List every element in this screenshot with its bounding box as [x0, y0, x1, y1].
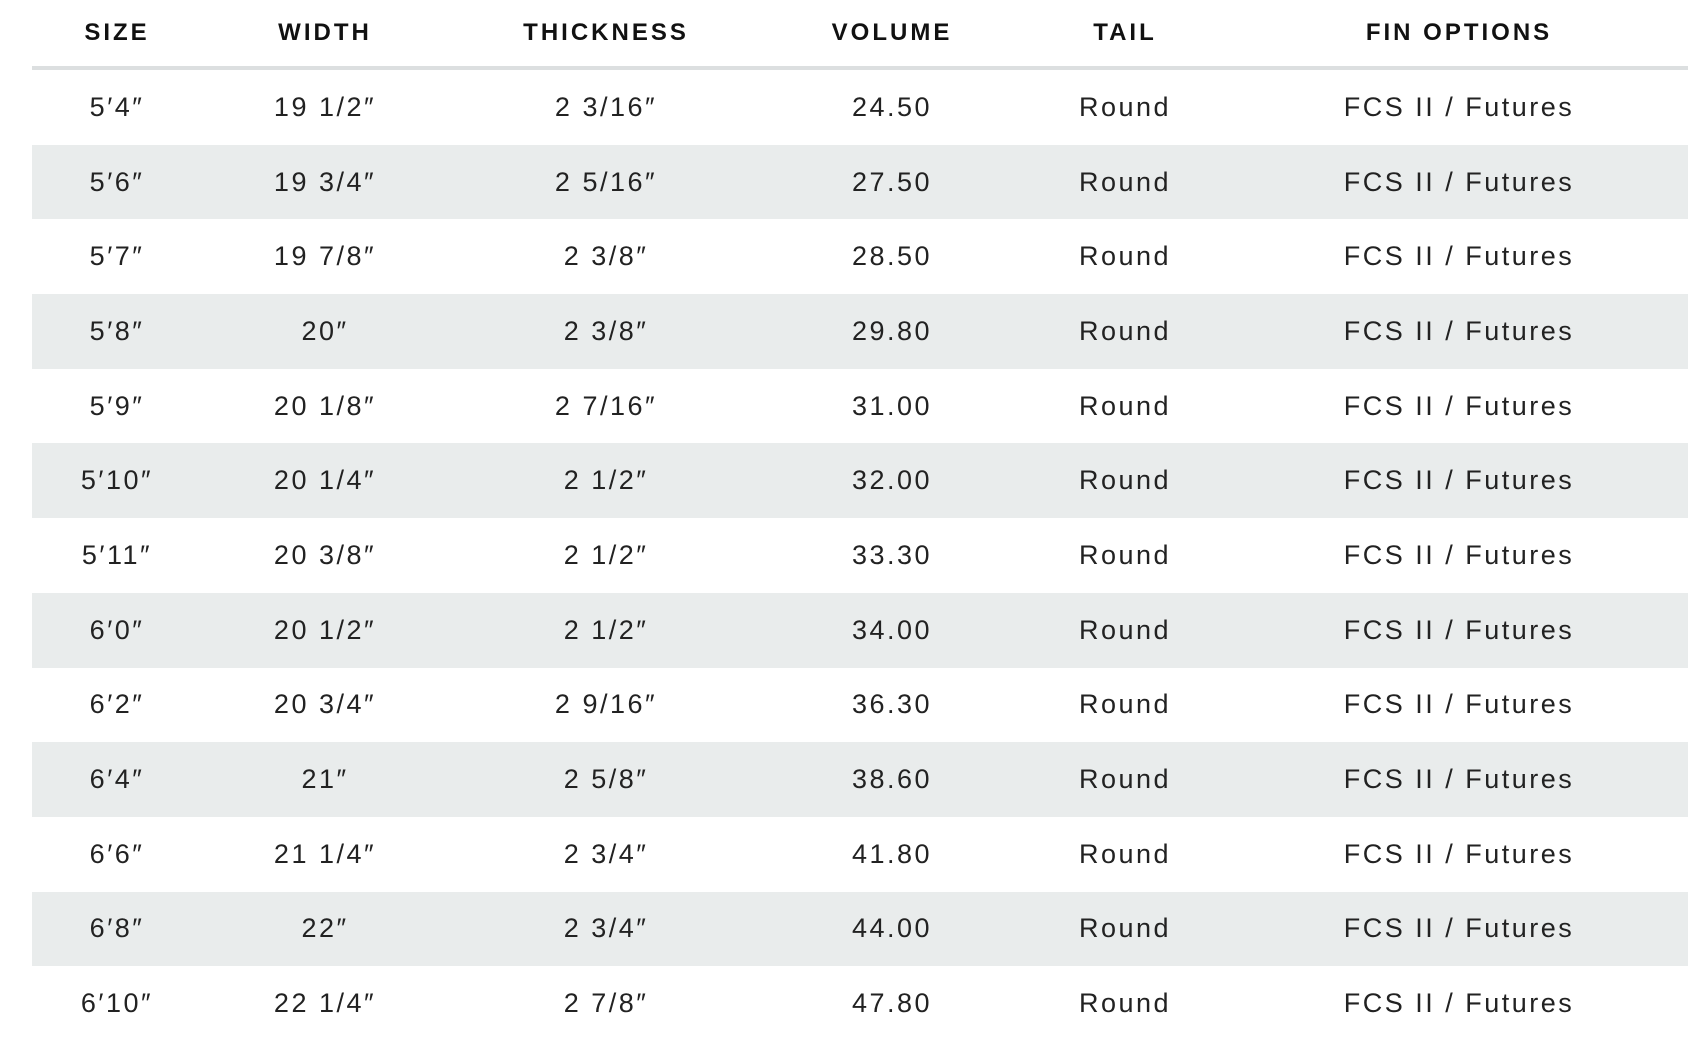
cell-volume: 29.80 — [764, 294, 1020, 369]
cell-thickness: 2 9/16″ — [448, 668, 764, 743]
cell-thickness: 2 5/16″ — [448, 145, 764, 220]
cell-thickness: 2 3/4″ — [448, 817, 764, 892]
cell-thickness: 2 3/8″ — [448, 294, 764, 369]
table-row — [32, 593, 1688, 668]
cell-volume: 24.50 — [764, 68, 1020, 145]
table-row — [32, 219, 1688, 294]
cell-volume: 31.00 — [764, 369, 1020, 444]
cell-volume: 33.30 — [764, 518, 1020, 593]
cell-volume: 38.60 — [764, 742, 1020, 817]
table-row — [32, 68, 1688, 145]
cell-thickness: 2 7/8″ — [448, 966, 764, 1041]
table-row — [32, 668, 1688, 743]
cell-volume: 41.80 — [764, 817, 1020, 892]
cell-size: 5′9″ — [32, 369, 202, 444]
cell-tail: Round — [1020, 892, 1230, 967]
cell-width: 21 1/4″ — [202, 817, 448, 892]
size-chart-table — [32, 0, 1688, 1041]
cell-size: 5′6″ — [32, 145, 202, 220]
header-volume: VOLUME — [764, 0, 1020, 68]
cell-thickness: 2 1/2″ — [448, 593, 764, 668]
cell-width: 22″ — [202, 892, 448, 967]
cell-size: 5′4″ — [32, 68, 202, 145]
cell-tail: Round — [1020, 966, 1230, 1041]
cell-width: 20 1/4″ — [202, 443, 448, 518]
cell-thickness: 2 7/16″ — [448, 369, 764, 444]
cell-fin-options: FCS II / Futures — [1230, 668, 1688, 743]
cell-thickness: 2 3/16″ — [448, 68, 764, 145]
cell-tail: Round — [1020, 294, 1230, 369]
cell-thickness: 2 3/4″ — [448, 892, 764, 967]
cell-tail: Round — [1020, 145, 1230, 220]
cell-tail: Round — [1020, 593, 1230, 668]
cell-volume: 28.50 — [764, 219, 1020, 294]
cell-size: 6′4″ — [32, 742, 202, 817]
cell-tail: Round — [1020, 518, 1230, 593]
cell-fin-options: FCS II / Futures — [1230, 294, 1688, 369]
table-row — [32, 518, 1688, 593]
cell-width: 21″ — [202, 742, 448, 817]
cell-size: 6′2″ — [32, 668, 202, 743]
cell-width: 20″ — [202, 294, 448, 369]
cell-tail: Round — [1020, 369, 1230, 444]
header-tail: TAIL — [1020, 0, 1230, 68]
header-width: WIDTH — [202, 0, 448, 68]
cell-tail: Round — [1020, 219, 1230, 294]
cell-width: 19 1/2″ — [202, 68, 448, 145]
cell-fin-options: FCS II / Futures — [1230, 966, 1688, 1041]
table-row — [32, 966, 1688, 1041]
cell-volume: 27.50 — [764, 145, 1020, 220]
header-thickness: THICKNESS — [448, 0, 764, 68]
table-row — [32, 817, 1688, 892]
cell-width: 20 3/4″ — [202, 668, 448, 743]
cell-volume: 32.00 — [764, 443, 1020, 518]
cell-width: 19 3/4″ — [202, 145, 448, 220]
cell-fin-options: FCS II / Futures — [1230, 443, 1688, 518]
cell-fin-options: FCS II / Futures — [1230, 145, 1688, 220]
cell-width: 22 1/4″ — [202, 966, 448, 1041]
table-row — [32, 892, 1688, 967]
table-row — [32, 145, 1688, 220]
table-row — [32, 443, 1688, 518]
cell-thickness: 2 1/2″ — [448, 518, 764, 593]
size-chart-table-container — [32, 0, 1688, 1041]
table-row — [32, 294, 1688, 369]
cell-tail: Round — [1020, 68, 1230, 145]
header-size: SIZE — [32, 0, 202, 68]
cell-volume: 36.30 — [764, 668, 1020, 743]
cell-tail: Round — [1020, 668, 1230, 743]
cell-size: 5′7″ — [32, 219, 202, 294]
cell-thickness: 2 5/8″ — [448, 742, 764, 817]
header-row — [32, 0, 1688, 68]
cell-size: 6′6″ — [32, 817, 202, 892]
cell-volume: 47.80 — [764, 966, 1020, 1041]
cell-volume: 34.00 — [764, 593, 1020, 668]
cell-width: 20 1/8″ — [202, 369, 448, 444]
cell-fin-options: FCS II / Futures — [1230, 219, 1688, 294]
cell-volume: 44.00 — [764, 892, 1020, 967]
cell-fin-options: FCS II / Futures — [1230, 68, 1688, 145]
table-header — [32, 0, 1688, 68]
cell-tail: Round — [1020, 817, 1230, 892]
cell-width: 20 3/8″ — [202, 518, 448, 593]
table-row — [32, 742, 1688, 817]
cell-size: 6′0″ — [32, 593, 202, 668]
table-row — [32, 369, 1688, 444]
cell-fin-options: FCS II / Futures — [1230, 742, 1688, 817]
table-body — [32, 68, 1688, 1041]
cell-size: 6′8″ — [32, 892, 202, 967]
cell-thickness: 2 3/8″ — [448, 219, 764, 294]
cell-fin-options: FCS II / Futures — [1230, 593, 1688, 668]
cell-size: 5′11″ — [32, 518, 202, 593]
header-fin-options: FIN OPTIONS — [1230, 0, 1688, 68]
cell-thickness: 2 1/2″ — [448, 443, 764, 518]
cell-size: 5′10″ — [32, 443, 202, 518]
cell-width: 19 7/8″ — [202, 219, 448, 294]
cell-size: 5′8″ — [32, 294, 202, 369]
cell-tail: Round — [1020, 443, 1230, 518]
cell-fin-options: FCS II / Futures — [1230, 518, 1688, 593]
cell-tail: Round — [1020, 742, 1230, 817]
cell-fin-options: FCS II / Futures — [1230, 817, 1688, 892]
cell-size: 6′10″ — [32, 966, 202, 1041]
cell-width: 20 1/2″ — [202, 593, 448, 668]
cell-fin-options: FCS II / Futures — [1230, 892, 1688, 967]
cell-fin-options: FCS II / Futures — [1230, 369, 1688, 444]
